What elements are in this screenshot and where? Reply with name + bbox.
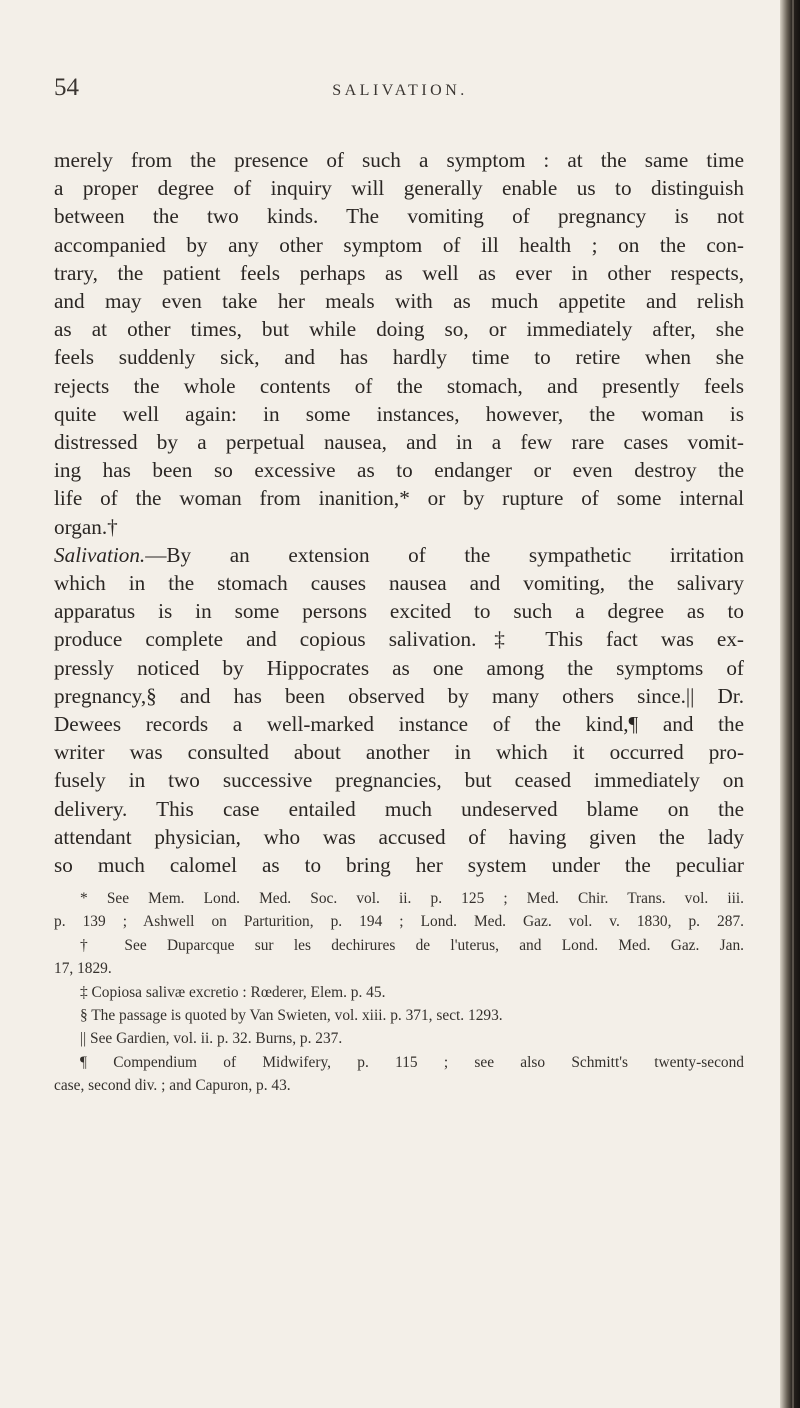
footnote-6-continued: case, second div. ; and Capuron, p. 43.: [54, 1077, 291, 1095]
body-line: trary, the patient feels perhaps as well as ever in other respects,: [54, 260, 744, 285]
body-line: delivery. This case entailed much undeserved blame on the: [54, 796, 744, 821]
body-line: attendant physician, who was accused of having given the lady: [54, 824, 744, 849]
salivation-paragraph-start: [54, 541, 744, 569]
page-number: 54: [54, 74, 79, 101]
body-text: [54, 146, 744, 879]
body-line: between the two kinds. The vomiting of pregnancy is not: [54, 204, 744, 229]
footnote-2-continued: 17, 1829.: [54, 960, 112, 978]
body-line: accompanied by any other symptom of ill health ; on the con-: [54, 232, 744, 257]
body-line: so much calomel as to bring her system under the peculiar: [54, 853, 744, 878]
footnote-3: ‡ Copiosa salivæ excretio : Rœderer, Elem. p. 45.: [80, 983, 386, 1001]
body-line: produce complete and copious salivation.‡ This fact was ex-: [54, 627, 744, 652]
body-line: quite well again: in some instances, however, the woman is: [54, 401, 744, 426]
body-line: fusely in two successive pregnancies, but ceased immediately on: [54, 768, 744, 793]
body-line: a proper degree of inquiry will generally enable us to distinguish: [54, 176, 744, 201]
footnote-4: § The passage is quoted by Van Swieten, vol. xiii. p. 371, sect. 1293.: [80, 1007, 503, 1025]
body-line: organ.†: [54, 514, 118, 539]
body-line: which in the stomach causes nausea and vomiting, the salivary: [54, 571, 744, 596]
body-line: pregnancy,§ and has been observed by many others since.|| Dr.: [54, 683, 744, 708]
body-line: feels suddenly sick, and has hardly time to retire when she: [54, 345, 744, 370]
footnote-1: * See Mem. Lond. Med. Soc. vol. ii. p. 125 ; Med. Chir. Trans. vol. iii.: [80, 890, 744, 907]
running-head: SALIVATION.: [332, 82, 468, 99]
book-spine-edge: [780, 0, 800, 1408]
body-line: distressed by a perpetual nausea, and in a few rare cases vomit-: [54, 430, 744, 455]
salivation-heading: Salivation.: [54, 542, 146, 567]
body-line: apparatus is in some persons excited to such a degree as to: [54, 599, 744, 624]
body-line: as at other times, but while doing so, or immediately after, she: [54, 317, 744, 342]
body-line: Dewees records a well-marked instance of the kind,¶ and the: [54, 712, 744, 737]
footnote-5: || See Gardien, vol. ii. p. 32. Burns, p. 237.: [80, 1030, 343, 1048]
body-line: pressly noticed by Hippocrates as one among the symptoms of: [54, 655, 744, 680]
footnotes: [54, 887, 744, 1098]
body-line: ing has been so excessive as to endanger or even destroy the: [54, 458, 744, 483]
salivation-first-line: —By an extension of the sympathetic irritation: [145, 542, 744, 567]
body-line: rejects the whole contents of the stomach, and presently feels: [54, 373, 744, 398]
book-spine-highlight: [792, 0, 794, 1408]
body-line: merely from the presence of such a symptom : at the same time: [54, 148, 744, 172]
body-line: writer was consulted about another in which it occurred pro-: [54, 740, 744, 765]
footnote-2: † See Duparcque sur les dechirures de l'uterus, and Lond. Med. Gaz. Jan.: [80, 936, 744, 954]
body-line: life of the woman from inanition,* or by rupture of some internal: [54, 486, 744, 511]
footnote-1-continued: p. 139 ; Ashwell on Parturition, p. 194 ; Lond. Med. Gaz. vol. v. 1830, p. 287.: [54, 913, 744, 931]
footnote-6: ¶ Compendium of Midwifery, p. 115 ; see also Schmitt's twenty-second: [80, 1053, 744, 1071]
body-line: and may even take her meals with as much appetite and relish: [54, 289, 744, 314]
